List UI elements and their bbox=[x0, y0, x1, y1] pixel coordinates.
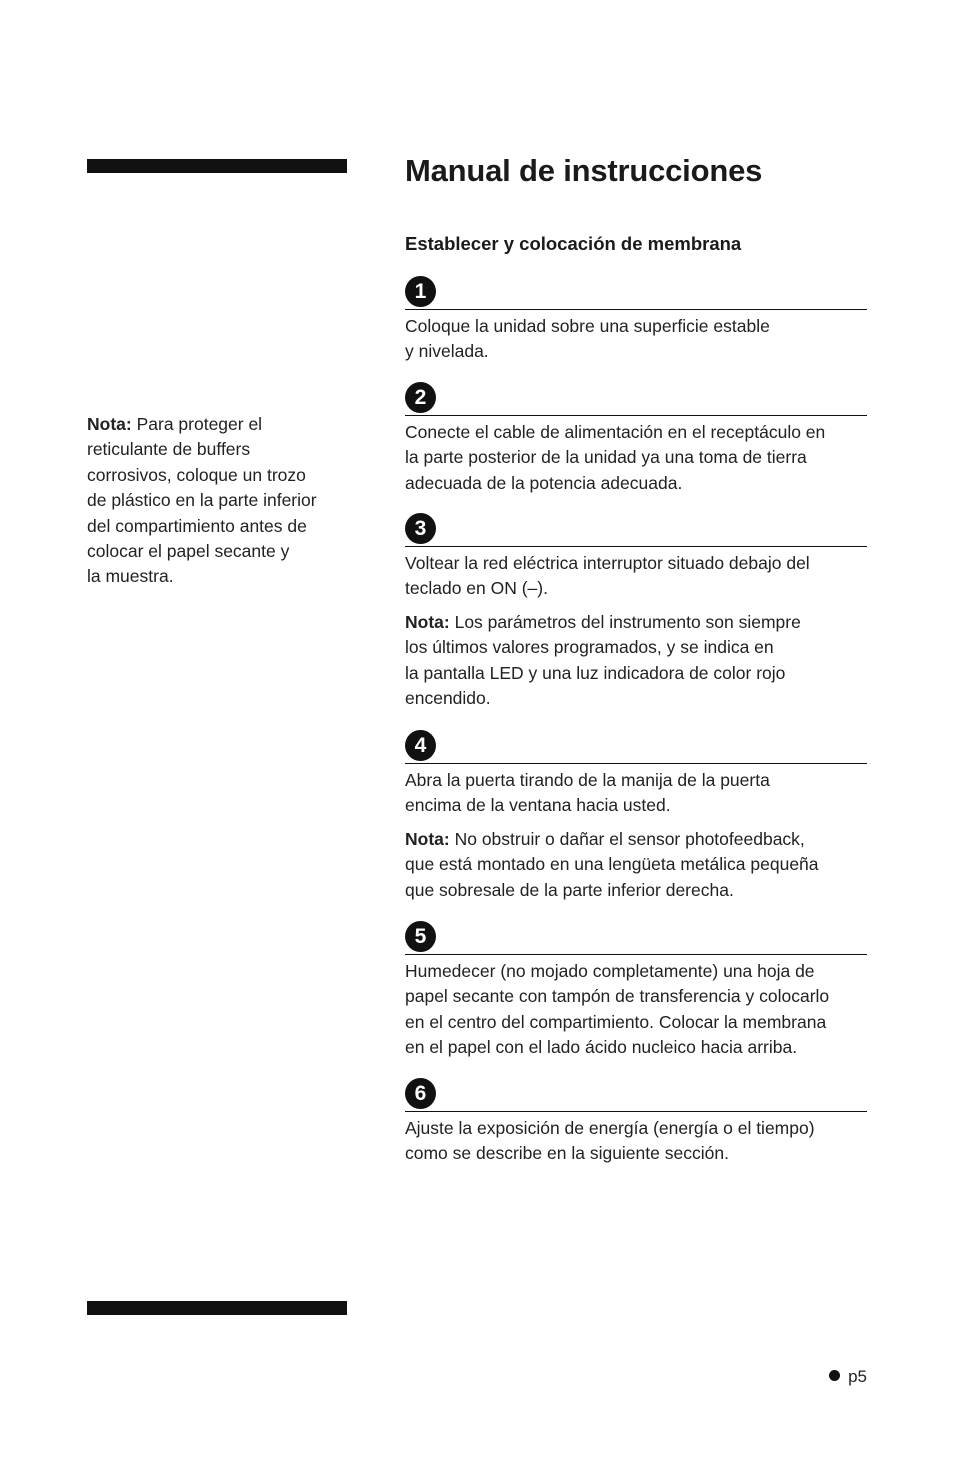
step-4 bbox=[405, 729, 867, 911]
text-line: la parte posterior de la unidad ya una toma de tierra bbox=[405, 447, 807, 468]
step-number-icon: 1 bbox=[405, 276, 436, 307]
step-header bbox=[405, 381, 867, 416]
text-line: como se describe en la siguiente sección. bbox=[405, 1143, 729, 1164]
text-line: que está montado en una lengüeta metálica pequeña bbox=[405, 854, 819, 875]
note-line: de plástico en la parte inferior bbox=[87, 490, 317, 511]
text-line: los últimos valores programados, y se indica en bbox=[405, 637, 774, 658]
note-label: Nota: bbox=[405, 828, 450, 849]
step-header bbox=[405, 920, 867, 955]
page-footer bbox=[829, 1367, 867, 1387]
text-line: encima de la ventana hacia usted. bbox=[405, 795, 671, 816]
text-line: Abra la puerta tirando de la manija de la puerta bbox=[405, 770, 770, 790]
note-line: la muestra. bbox=[87, 566, 174, 587]
note-line: del compartimiento antes de bbox=[87, 515, 307, 536]
bullet-icon bbox=[829, 1370, 840, 1381]
step-1 bbox=[405, 275, 867, 373]
text-line: papel secante con tampón de transferencia y colocarlo bbox=[405, 986, 830, 1007]
step-2 bbox=[405, 381, 867, 504]
step-5 bbox=[405, 920, 867, 1069]
text-line: encendido. bbox=[405, 688, 491, 709]
text-line: Coloque la unidad sobre una superficie estable bbox=[405, 316, 770, 336]
top-rule bbox=[87, 159, 347, 173]
text-line: No obstruir o dañar el sensor photofeedback, bbox=[449, 828, 805, 849]
text-line: Ajuste la exposición de energía (energía o el tiempo) bbox=[405, 1118, 815, 1138]
step-number-icon: 2 bbox=[405, 382, 436, 413]
note-line: colocar el papel secante y bbox=[87, 541, 290, 562]
step-3 bbox=[405, 512, 867, 719]
note-line: corrosivos, coloque un trozo bbox=[87, 464, 306, 485]
text-line: Conecte el cable de alimentación en el receptáculo en bbox=[405, 422, 826, 442]
text-line: Humedecer (no mojado completamente) una hoja de bbox=[405, 961, 815, 981]
step-text bbox=[405, 768, 867, 819]
bottom-rule bbox=[87, 1301, 347, 1315]
page-title: Manual de instrucciones bbox=[405, 153, 763, 188]
step-header bbox=[405, 1077, 867, 1112]
step-header bbox=[405, 275, 867, 310]
note-label: Nota: bbox=[87, 414, 132, 434]
step-text bbox=[405, 1116, 867, 1167]
text-line: en el centro del compartimiento. Colocar la membrana bbox=[405, 1011, 827, 1032]
step-note bbox=[405, 610, 867, 712]
text-line: Los parámetros del instrumento son siempre bbox=[449, 611, 801, 632]
step-6 bbox=[405, 1077, 867, 1175]
step-text bbox=[405, 959, 867, 1061]
note-label: Nota: bbox=[405, 611, 450, 632]
text-line: que sobresale de la parte inferior derecha. bbox=[405, 879, 734, 900]
step-number-icon: 6 bbox=[405, 1078, 436, 1109]
step-number-icon: 3 bbox=[405, 513, 436, 544]
text-line: teclado en ON (–). bbox=[405, 578, 548, 599]
text-line: adecuada de la potencia adecuada. bbox=[405, 472, 683, 493]
page-number: p5 bbox=[848, 1367, 867, 1386]
note-line: reticulante de buffers bbox=[87, 439, 251, 460]
note-line: Para proteger el bbox=[131, 414, 263, 434]
step-text bbox=[405, 420, 867, 496]
step-number-icon: 4 bbox=[405, 730, 436, 761]
step-text bbox=[405, 551, 867, 602]
text-line: Voltear la red eléctrica interruptor situado debajo del bbox=[405, 553, 810, 573]
text-line: en el papel con el lado ácido nucleico hacia arriba. bbox=[405, 1037, 798, 1058]
text-line: y nivelada. bbox=[405, 341, 489, 362]
step-text bbox=[405, 314, 867, 365]
step-note bbox=[405, 827, 867, 903]
step-number-icon: 5 bbox=[405, 921, 436, 952]
sidebar-note bbox=[87, 412, 349, 590]
step-header bbox=[405, 512, 867, 547]
section-subtitle: Establecer y colocación de membrana bbox=[405, 233, 742, 254]
text-line: la pantalla LED y una luz indicadora de color rojo bbox=[405, 662, 786, 683]
step-header bbox=[405, 729, 867, 764]
